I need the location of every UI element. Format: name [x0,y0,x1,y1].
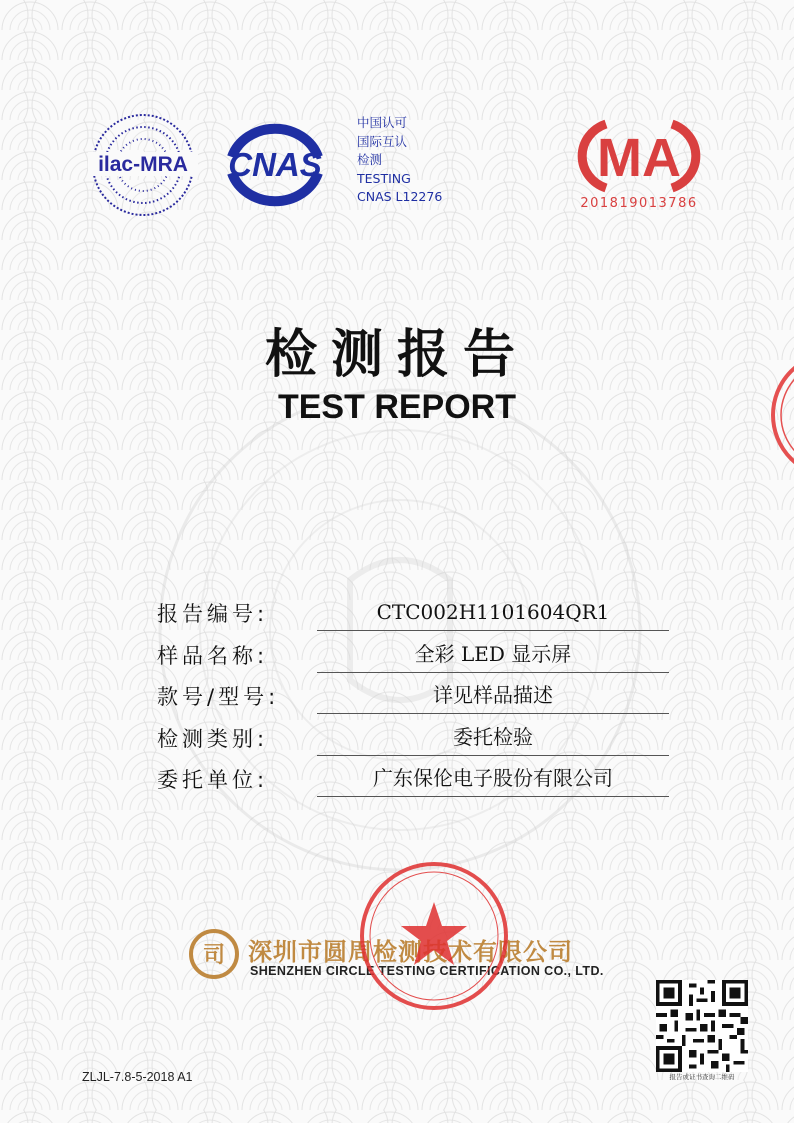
report-info-table [157,592,669,800]
company-logo-char: 司 [202,943,226,968]
info-row [157,634,669,676]
report-title-cn: 检测报告 [264,325,529,385]
info-label: 委托单位: [157,768,269,792]
info-label: 款号/型号: [157,685,280,709]
cnas-logo [214,117,336,209]
cma-number: 201819013786 [580,196,698,211]
cnas-line: 检测 [357,152,383,167]
info-label: 样品名称: [157,643,269,668]
cnas-text: CNAS [228,146,322,183]
official-red-seal [356,858,512,1014]
info-value: 全彩 LED 显示屏 [317,634,669,673]
report-title-en: TEST REPORT [277,388,517,426]
info-value: 广东保伦电子股份有限公司 [317,758,669,797]
company-logo [188,928,240,980]
cnas-line: 国际互认 [357,133,408,149]
info-value: 详见样品描述 [317,675,669,714]
info-row [157,717,669,759]
info-value: CTC002H1101604QR1 [317,592,669,631]
qr-caption: 报告或证书查询二维码 [669,1073,735,1081]
cnas-line: TESTING [357,170,411,186]
info-row [157,758,669,800]
info-row [157,675,669,717]
form-code: ZLJL-7.8-5-2018 A1 [82,1070,193,1084]
ilac-text: ilac-MRA [98,153,188,176]
cnas-line: 中国认可 [357,115,408,130]
company-name-cn: 深圳市圆周检测技术有限公司 [248,938,573,966]
info-label: 报告编号: [157,602,269,626]
info-label: 检测类别: [157,726,269,751]
cnas-line: CNAS L12276 [357,189,443,204]
cma-text: MA [597,128,681,188]
cma-logo [566,118,712,194]
info-value: 委托检验 [317,717,669,756]
info-row [157,592,669,634]
company-name-en: SHENZHEN CIRCLE TESTING CERTIFICATION CO., LTD. [250,964,604,978]
qr-code[interactable] [656,980,748,1072]
cnas-accreditation-text [357,114,442,207]
ilac-mra-logo [88,110,198,220]
